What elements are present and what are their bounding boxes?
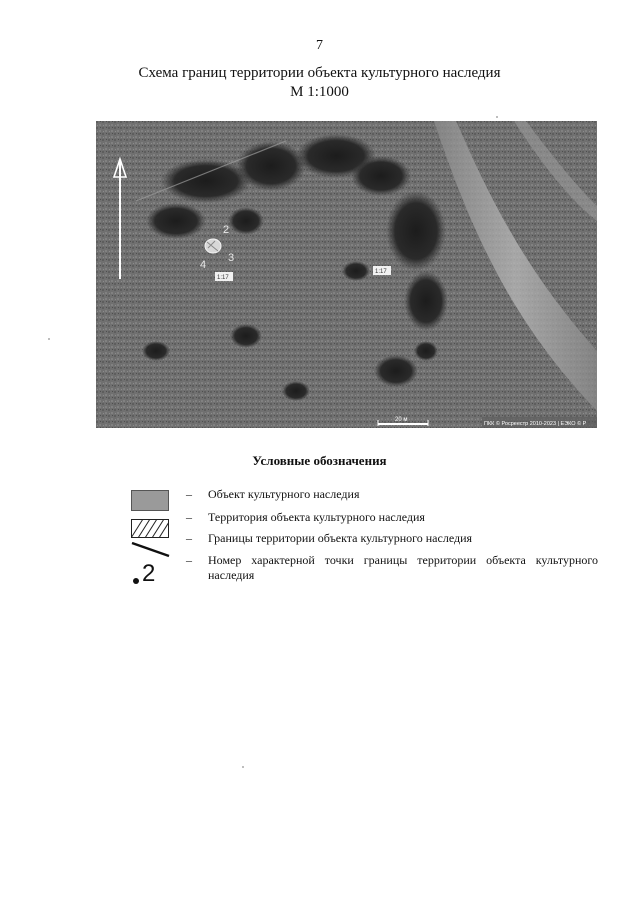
legend-dash: – [186, 531, 192, 545]
point-number-sample: 2 [142, 560, 156, 587]
legend-item [186, 531, 598, 546]
boundary-point-label-2: 2 [223, 224, 230, 236]
cadastral-label-1: 1:17 [217, 275, 229, 281]
page-number: 7 [316, 38, 323, 53]
legend-point-symbol [133, 562, 173, 588]
page-title [0, 64, 639, 102]
point-dot-icon [133, 578, 139, 584]
map-image [96, 121, 597, 428]
legend-dash: – [186, 553, 192, 567]
legend-item-text: Территория объекта культурного наследия [208, 510, 425, 524]
title-line-1: Схема границ территории объекта культурного наследия [138, 65, 501, 81]
legend-dash: – [186, 510, 192, 524]
scan-speck [496, 116, 498, 118]
legend-item [186, 553, 598, 583]
scan-speck [48, 338, 50, 340]
scale-bar-label: 20 м [395, 417, 408, 423]
boundary-point-label-4: 4 [200, 259, 207, 271]
satellite-map [96, 121, 597, 428]
title-line-2: М 1:1000 [290, 84, 349, 100]
legend-swatch-hatch [131, 519, 167, 536]
scan-speck [242, 766, 244, 768]
legend-item [186, 510, 598, 525]
legend-item-text: Номер характерной точки границы территории объекта культурного наследия [208, 553, 598, 582]
legend-item-text: Объект культурного наследия [208, 487, 360, 501]
boundary-point-label-3: 3 [228, 252, 235, 264]
legend-title: Условные обозначения [252, 453, 387, 468]
legend-swatch-gray [131, 490, 169, 511]
map-attribution: ПКК © Росреестр 2010-2023 | ЕЭКО © Р [484, 421, 587, 427]
legend-item [186, 487, 598, 502]
heritage-object [205, 239, 221, 253]
legend-dash: – [186, 487, 192, 501]
legend-item-text: Границы территории объекта культурного наследия [208, 531, 473, 545]
cadastral-label-2: 1:17 [375, 269, 387, 275]
